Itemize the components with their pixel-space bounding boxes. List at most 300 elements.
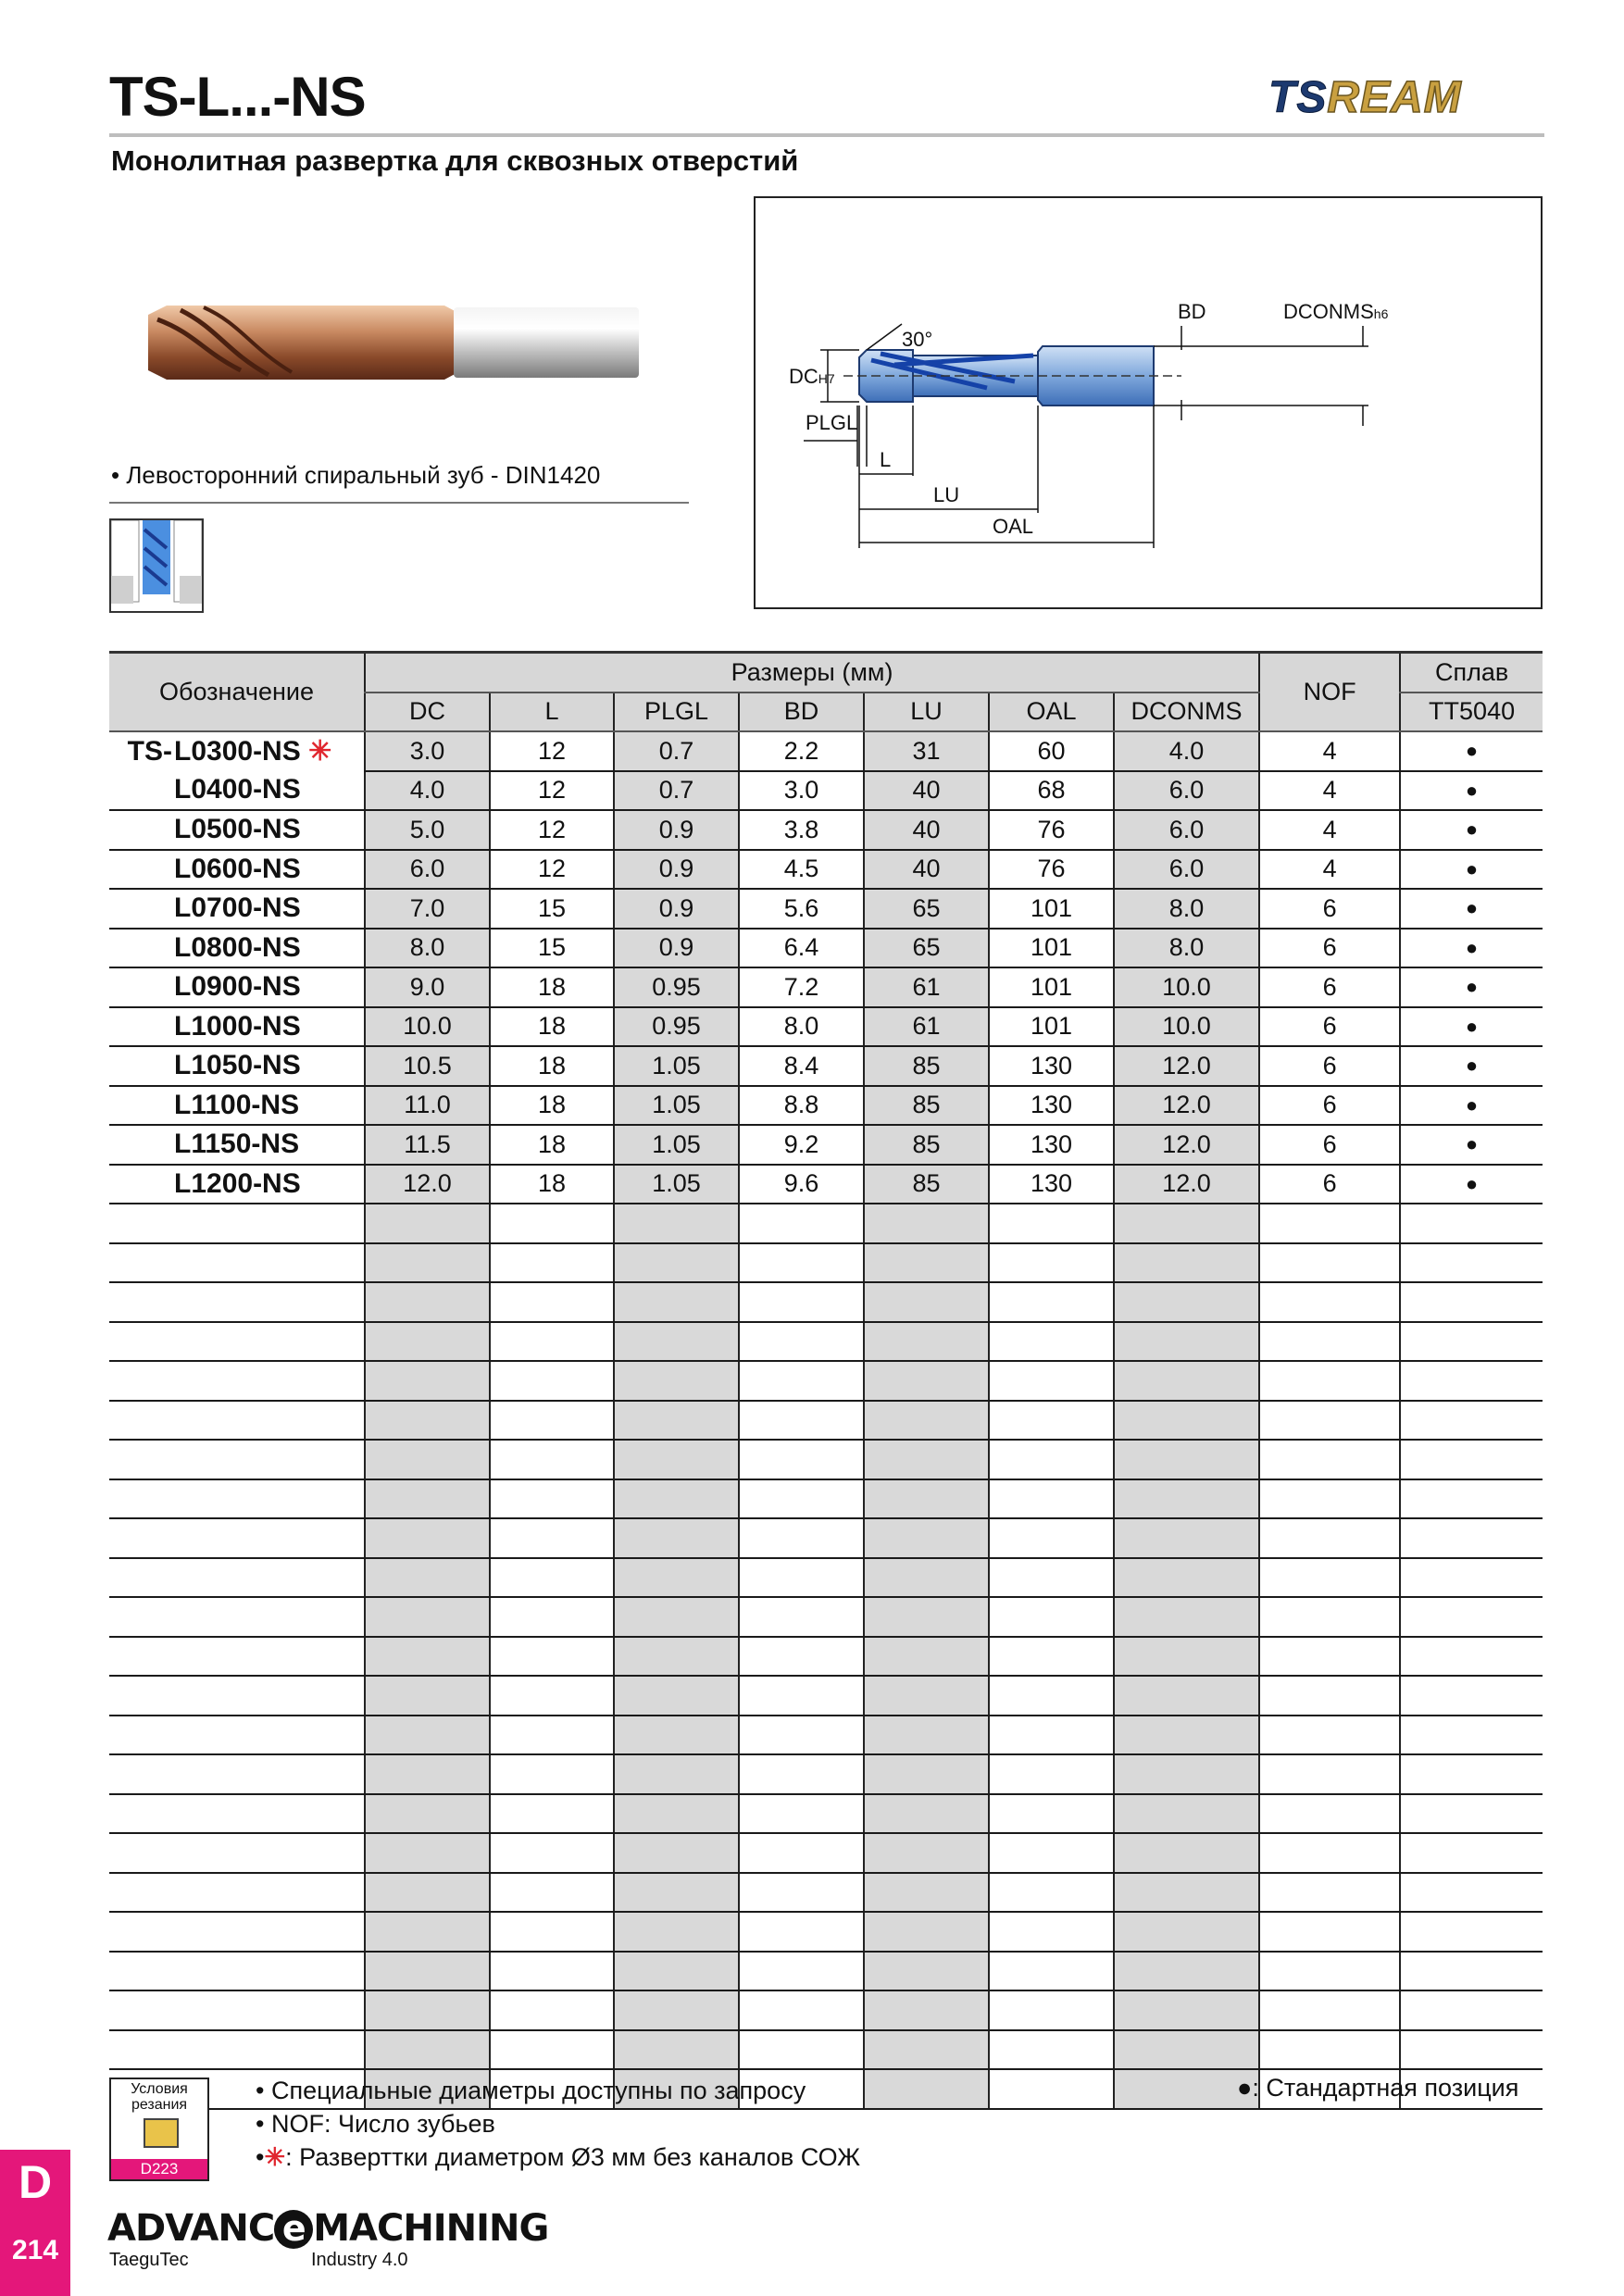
cell-bd: 8.0: [739, 1007, 864, 1047]
cell-stock: [1400, 1952, 1543, 1991]
cell-lu: 61: [864, 967, 989, 1007]
col-header-bd: BD: [739, 693, 864, 732]
standard-item-legend: ●: Стандартная позиция: [1237, 2074, 1519, 2102]
designation-cell: [109, 1716, 365, 1755]
dc-label: DCH7: [789, 365, 835, 388]
cell-oal: [989, 1440, 1114, 1479]
designation-cell: [109, 1086, 365, 1126]
cell-nof: [1259, 1676, 1400, 1716]
cell-bd: [739, 1204, 864, 1243]
cell-lu: [864, 2030, 989, 2070]
cell-dconms: [1114, 1794, 1259, 1834]
cell-oal: 130: [989, 1086, 1114, 1126]
cell-nof: [1259, 1518, 1400, 1558]
cell-bd: 6.4: [739, 929, 864, 968]
cell-l: [490, 1873, 614, 1913]
cell-bd: [739, 1637, 864, 1677]
section-tab: [0, 2150, 70, 2296]
cell-lu: [864, 1676, 989, 1716]
cell-plgl: [614, 1243, 739, 1283]
cell-l: 12: [490, 850, 614, 890]
designation-cell: [109, 1873, 365, 1913]
cell-dconms: [1114, 1597, 1259, 1637]
cell-nof: [1259, 1754, 1400, 1794]
cell-bd: 4.5: [739, 850, 864, 890]
designation-cell: [109, 1125, 365, 1165]
cell-l: 12: [490, 771, 614, 811]
cell-oal: 101: [989, 889, 1114, 929]
cell-plgl: 0.7: [614, 771, 739, 811]
designation-cell: [109, 810, 365, 850]
cell-l: [490, 1637, 614, 1677]
cell-lu: 85: [864, 1125, 989, 1165]
cell-stock: ●: [1400, 1125, 1543, 1165]
cell-stock: [1400, 1322, 1543, 1362]
cell-stock: ●: [1400, 1046, 1543, 1086]
cell-dc: [365, 1794, 490, 1834]
designation-cell: [109, 1558, 365, 1598]
cell-nof: [1259, 1282, 1400, 1322]
cell-nof: [1259, 1912, 1400, 1952]
table-row: [109, 1204, 1543, 1243]
cell-stock: [1400, 1637, 1543, 1677]
cell-dconms: [1114, 1912, 1259, 1952]
cell-dconms: [1114, 1716, 1259, 1755]
cell-dc: [365, 1833, 490, 1873]
bd-label: BD: [1178, 300, 1206, 323]
cell-lu: [864, 1322, 989, 1362]
designation-code: L0300-NS: [174, 736, 301, 767]
feature-note: • Левосторонний спиральный зуб - DIN1420: [111, 461, 601, 489]
cell-dconms: 8.0: [1114, 929, 1259, 968]
table-row: [109, 1479, 1543, 1519]
alloy-grade-header: TT5040: [1400, 693, 1543, 732]
designation-code: L1150-NS: [174, 1129, 300, 1160]
cell-plgl: [614, 1322, 739, 1362]
cell-plgl: 1.05: [614, 1165, 739, 1204]
cell-l: 15: [490, 889, 614, 929]
designation-code: L0700-NS: [174, 892, 301, 924]
cell-stock: [1400, 1361, 1543, 1401]
designation-cell: [109, 1243, 365, 1283]
cell-plgl: 0.7: [614, 731, 739, 771]
through-hole-icon: [109, 518, 204, 613]
cell-dc: [365, 1282, 490, 1322]
cell-dconms: 12.0: [1114, 1165, 1259, 1204]
cell-bd: [739, 1912, 864, 1952]
cell-oal: [989, 1518, 1114, 1558]
specification-table: [109, 651, 1543, 2110]
cell-dc: [365, 1597, 490, 1637]
cell-bd: [739, 2030, 864, 2070]
cell-bd: [739, 1716, 864, 1755]
cell-dc: 8.0: [365, 929, 490, 968]
designation-cell: [109, 1833, 365, 1873]
cell-nof: [1259, 1401, 1400, 1441]
cell-plgl: [614, 1518, 739, 1558]
cell-plgl: [614, 1833, 739, 1873]
cell-dc: [365, 1912, 490, 1952]
cell-bd: 9.2: [739, 1125, 864, 1165]
cell-bd: [739, 1833, 864, 1873]
cell-stock: ●: [1400, 1086, 1543, 1126]
cell-bd: 8.8: [739, 1086, 864, 1126]
designation-cell: [109, 1794, 365, 1834]
designation-cell: [109, 1518, 365, 1558]
cell-plgl: 0.9: [614, 889, 739, 929]
cell-stock: [1400, 1912, 1543, 1952]
table-row: [109, 2030, 1543, 2070]
cell-stock: [1400, 1754, 1543, 1794]
designation-code: L1050-NS: [174, 1050, 301, 1081]
cell-l: [490, 1558, 614, 1598]
cell-l: 18: [490, 967, 614, 1007]
cell-oal: [989, 1361, 1114, 1401]
col-header-oal: OAL: [989, 693, 1114, 732]
cell-stock: [1400, 1873, 1543, 1913]
designation-code: L1000-NS: [174, 1010, 301, 1042]
cell-dconms: [1114, 1518, 1259, 1558]
cell-oal: 130: [989, 1046, 1114, 1086]
book-icon: [144, 2118, 179, 2148]
cell-dconms: [1114, 1204, 1259, 1243]
table-row: [109, 771, 1543, 811]
cell-nof: 6: [1259, 1046, 1400, 1086]
designation-cell: [109, 1597, 365, 1637]
cell-stock: ●: [1400, 929, 1543, 968]
cell-plgl: 0.95: [614, 967, 739, 1007]
cell-plgl: [614, 1440, 739, 1479]
cell-nof: [1259, 1794, 1400, 1834]
cell-stock: [1400, 1243, 1543, 1283]
cell-dconms: 8.0: [1114, 889, 1259, 929]
l-label: L: [880, 448, 892, 471]
table-row: [109, 1990, 1543, 2030]
footnotes: [256, 2074, 860, 2174]
cell-oal: [989, 1754, 1114, 1794]
tsream-logo: TSREAM: [1268, 73, 1462, 122]
cell-oal: [989, 1676, 1114, 1716]
designation-cell: [109, 731, 365, 771]
cell-plgl: [614, 1990, 739, 2030]
cell-l: [490, 1716, 614, 1755]
cell-stock: ●: [1400, 889, 1543, 929]
table-body: [109, 731, 1543, 2109]
note-special: • Специальные диаметры доступны по запросу: [256, 2077, 806, 2104]
cell-dconms: [1114, 1676, 1259, 1716]
cell-bd: [739, 1754, 864, 1794]
table-row: [109, 1518, 1543, 1558]
cell-dconms: [1114, 1873, 1259, 1913]
cell-nof: [1259, 1597, 1400, 1637]
cell-oal: [989, 2030, 1114, 2070]
table-row: [109, 1716, 1543, 1755]
cell-lu: 65: [864, 929, 989, 968]
dimension-diagram: [754, 196, 1543, 609]
cell-bd: [739, 1322, 864, 1362]
cell-dc: 10.5: [365, 1046, 490, 1086]
cell-l: [490, 1322, 614, 1362]
cell-l: [490, 1401, 614, 1441]
cell-stock: ●: [1400, 850, 1543, 890]
cell-bd: [739, 1794, 864, 1834]
cell-bd: [739, 1558, 864, 1598]
cell-dc: 9.0: [365, 967, 490, 1007]
cell-nof: [1259, 2030, 1400, 2070]
cell-dc: [365, 1479, 490, 1519]
designation-header: Обозначение: [109, 653, 365, 732]
cell-lu: [864, 1754, 989, 1794]
designation-cell: [109, 1479, 365, 1519]
cell-dc: 5.0: [365, 810, 490, 850]
cell-oal: 130: [989, 1165, 1114, 1204]
cell-nof: [1259, 1558, 1400, 1598]
no-coolant-mark: ✳: [308, 736, 332, 767]
header-divider: [109, 133, 1544, 137]
cell-lu: [864, 1401, 989, 1441]
table-row: [109, 1046, 1543, 1086]
cell-dconms: [1114, 1754, 1259, 1794]
cell-plgl: [614, 1479, 739, 1519]
cell-dc: [365, 1676, 490, 1716]
cell-stock: [1400, 1479, 1543, 1519]
table-row: [109, 810, 1543, 850]
cell-plgl: [614, 2030, 739, 2070]
designation-code: L1100-NS: [174, 1089, 300, 1120]
cell-dconms: [1114, 1322, 1259, 1362]
col-header-dconms: DCONMS: [1114, 693, 1259, 732]
cell-nof: [1259, 1873, 1400, 1913]
cell-plgl: [614, 1952, 739, 1991]
cell-dc: 7.0: [365, 889, 490, 929]
cell-plgl: [614, 1558, 739, 1598]
designation-code: L1200-NS: [174, 1167, 301, 1199]
cell-plgl: [614, 1912, 739, 1952]
cell-nof: [1259, 1322, 1400, 1362]
cell-l: 18: [490, 1086, 614, 1126]
cell-nof: [1259, 1243, 1400, 1283]
plgl-label: PLGL: [806, 411, 858, 434]
cutting-conditions-link[interactable]: [109, 2078, 209, 2181]
cell-stock: [1400, 1440, 1543, 1479]
cell-lu: [864, 2069, 989, 2109]
cell-dc: [365, 1361, 490, 1401]
cell-lu: 31: [864, 731, 989, 771]
page-subtitle: Монолитная развертка для сквозных отверстий: [111, 144, 799, 177]
cell-dc: [365, 1204, 490, 1243]
brand-industry: Industry 4.0: [311, 2250, 408, 2270]
designation-cell: [109, 771, 365, 811]
cell-l: [490, 1833, 614, 1873]
cell-bd: 2.2: [739, 731, 864, 771]
cell-plgl: [614, 1204, 739, 1243]
cell-bd: [739, 1479, 864, 1519]
designation-cell: [109, 1952, 365, 1991]
designation-code: L0900-NS: [174, 971, 301, 1003]
table-row: [109, 1007, 1543, 1047]
cell-plgl: [614, 1873, 739, 1913]
cell-dconms: 12.0: [1114, 1046, 1259, 1086]
cell-bd: [739, 1361, 864, 1401]
cell-dconms: [1114, 1833, 1259, 1873]
cell-lu: 85: [864, 1165, 989, 1204]
designation-code: L0400-NS: [174, 774, 301, 805]
cell-l: 18: [490, 1125, 614, 1165]
cell-plgl: [614, 1282, 739, 1322]
cell-oal: [989, 1479, 1114, 1519]
dimensions-header: Размеры (мм): [365, 653, 1259, 693]
cell-nof: [1259, 1440, 1400, 1479]
cell-oal: [989, 1873, 1114, 1913]
designation-cell: [109, 1440, 365, 1479]
cell-plgl: [614, 1361, 739, 1401]
cell-nof: [1259, 1361, 1400, 1401]
table-row: [109, 1952, 1543, 1991]
cell-bd: [739, 1676, 864, 1716]
cell-lu: [864, 1518, 989, 1558]
designation-cell: [109, 1282, 365, 1322]
designation-cell: [109, 1676, 365, 1716]
cell-oal: [989, 1558, 1114, 1598]
cell-oal: [989, 1597, 1114, 1637]
cell-nof: 4: [1259, 771, 1400, 811]
cell-plgl: 0.95: [614, 1007, 739, 1047]
cell-nof: [1259, 1204, 1400, 1243]
cell-oal: [989, 1990, 1114, 2030]
cell-oal: [989, 1282, 1114, 1322]
cell-oal: [989, 1716, 1114, 1755]
cell-dc: [365, 1401, 490, 1441]
cell-lu: 85: [864, 1046, 989, 1086]
cell-dconms: [1114, 1479, 1259, 1519]
cell-lu: [864, 1794, 989, 1834]
cell-nof: [1259, 1479, 1400, 1519]
cell-dc: [365, 1243, 490, 1283]
cell-l: 18: [490, 1165, 614, 1204]
cell-l: [490, 1990, 614, 2030]
cell-l: 12: [490, 810, 614, 850]
designation-cell: [109, 1637, 365, 1677]
cell-bd: [739, 1401, 864, 1441]
cell-bd: [739, 1952, 864, 1991]
cell-dc: 3.0: [365, 731, 490, 771]
table-row: [109, 1401, 1543, 1441]
cell-lu: [864, 1440, 989, 1479]
cell-nof: 4: [1259, 810, 1400, 850]
cell-dc: [365, 1518, 490, 1558]
cell-lu: [864, 1833, 989, 1873]
cell-l: [490, 1952, 614, 1991]
cell-stock: [1400, 1597, 1543, 1637]
cell-plgl: [614, 1754, 739, 1794]
col-header-plgl: PLGL: [614, 693, 739, 732]
cell-dconms: 10.0: [1114, 967, 1259, 1007]
angle-label: 30°: [902, 328, 933, 351]
table-row: [109, 929, 1543, 968]
table-row: [109, 1676, 1543, 1716]
designation-cell: [109, 1361, 365, 1401]
cell-lu: [864, 1361, 989, 1401]
cell-bd: [739, 1518, 864, 1558]
cell-plgl: 0.9: [614, 929, 739, 968]
cell-lu: [864, 1282, 989, 1322]
advance-machining-logo: ADVANC e MACHINING: [107, 2207, 549, 2250]
cell-stock: [1400, 1794, 1543, 1834]
table-row: [109, 1361, 1543, 1401]
note-star: •✳: Разверттки диаметром Ø3 мм без каналов СОЖ: [256, 2143, 861, 2171]
cell-l: [490, 1676, 614, 1716]
cell-plgl: [614, 1794, 739, 1834]
note-nof: • NOF: Число зубьев: [256, 2110, 495, 2138]
cell-lu: [864, 1912, 989, 1952]
cell-bd: [739, 1282, 864, 1322]
page-number: 214: [11, 2235, 59, 2265]
cell-bd: [739, 1990, 864, 2030]
cell-dconms: 6.0: [1114, 850, 1259, 890]
table-row: [109, 1125, 1543, 1165]
cell-dc: [365, 1873, 490, 1913]
cell-nof: [1259, 1716, 1400, 1755]
cell-oal: [989, 1322, 1114, 1362]
cell-oal: 101: [989, 967, 1114, 1007]
cell-nof: [1259, 1952, 1400, 1991]
nof-header: NOF: [1259, 653, 1400, 732]
cond-ref: D223: [111, 2159, 207, 2179]
cell-plgl: [614, 1676, 739, 1716]
cell-oal: 130: [989, 1125, 1114, 1165]
cell-l: [490, 1282, 614, 1322]
cell-l: 18: [490, 1007, 614, 1047]
cell-l: [490, 1440, 614, 1479]
cell-lu: [864, 1716, 989, 1755]
cell-l: [490, 1479, 614, 1519]
cell-bd: 7.2: [739, 967, 864, 1007]
cell-bd: [739, 1440, 864, 1479]
cell-dconms: 6.0: [1114, 810, 1259, 850]
cell-bd: 8.4: [739, 1046, 864, 1086]
cell-lu: [864, 1558, 989, 1598]
page-title: TS-L...-NS: [109, 66, 366, 128]
cell-l: [490, 1204, 614, 1243]
cell-nof: 6: [1259, 1007, 1400, 1047]
cell-l: [490, 1754, 614, 1794]
cell-dconms: [1114, 1401, 1259, 1441]
cell-l: [490, 2030, 614, 2070]
cell-l: [490, 1243, 614, 1283]
cell-bd: [739, 1597, 864, 1637]
cell-dconms: 6.0: [1114, 771, 1259, 811]
cell-stock: [1400, 1282, 1543, 1322]
cell-nof: 6: [1259, 1125, 1400, 1165]
cell-stock: [1400, 1990, 1543, 2030]
cell-l: [490, 1912, 614, 1952]
cell-lu: [864, 1243, 989, 1283]
designation-cell: [109, 889, 365, 929]
cell-stock: ●: [1400, 967, 1543, 1007]
cell-nof: [1259, 1833, 1400, 1873]
cell-oal: [989, 1794, 1114, 1834]
cell-oal: [989, 1952, 1114, 1991]
cell-stock: [1400, 1716, 1543, 1755]
cell-lu: [864, 1597, 989, 1637]
cell-lu: 40: [864, 850, 989, 890]
cell-stock: ●: [1400, 731, 1543, 771]
cell-oal: 60: [989, 731, 1114, 771]
cell-stock: ●: [1400, 810, 1543, 850]
table-row: [109, 1597, 1543, 1637]
designation-cell: [109, 929, 365, 968]
cell-lu: [864, 1204, 989, 1243]
